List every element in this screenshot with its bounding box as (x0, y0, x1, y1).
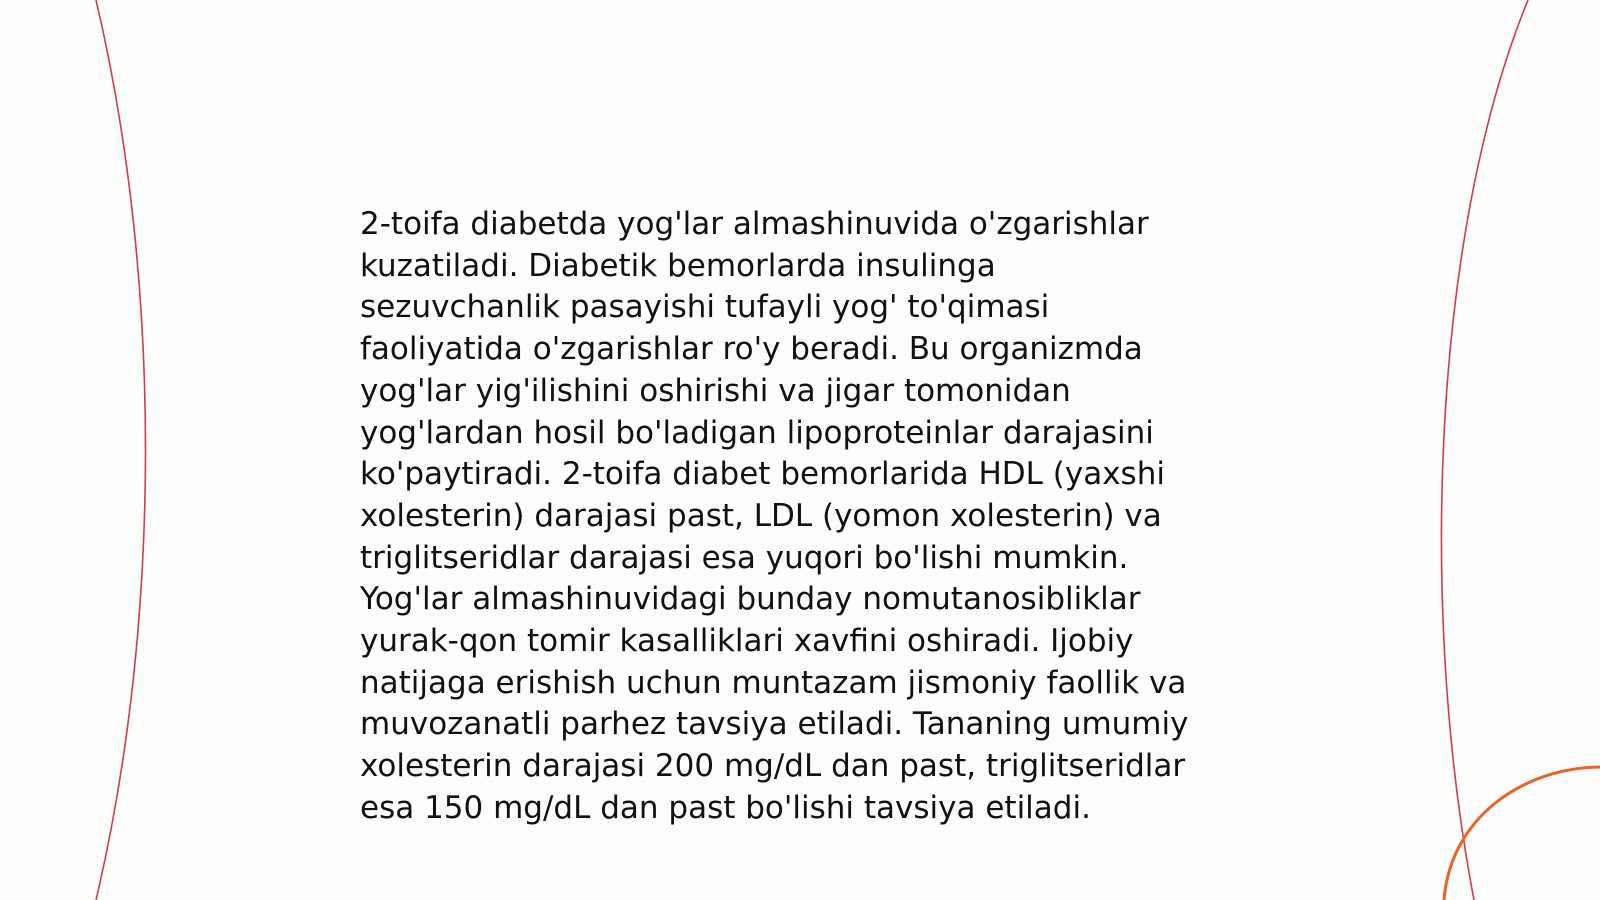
body-paragraph: 2-toifa diabetda yog'lar almashinuvida o'zgarishlar kuzatiladi. Diabetik bemorlarda insulinga sezuvchanlik pasayishi tufayli yog' to'qimasi faoliyatida o'zgarishlar ro'y beradi. Bu organizmda yog'lar yig'ilishini oshirishi va jigar tomonidan yog'lardan hosil bo'ladigan lipoproteinlar darajasini ko'paytiradi. 2-toifa diabet bemorlarida HDL (yaxshi xolesterin) darajasi past, LDL (yomon xolesterin) va triglitseridlar darajasi esa yuqori bo'lishi mumkin. Yog'lar almashinuvidagi bunday nomutanosibliklar yurak-qon tomir kasalliklari xavfini oshiradi. Ijobiy natijaga erishish uchun muntazam jismoniy faollik va muvozanatli parhez tavsiya etiladi. Tananing umumiy xolesterin darajasi 200 mg/dL dan past, triglitseridlar esa 150 mg/dL dan past bo'lishi tavsiya etiladi. (360, 206, 1189, 826)
left-curve-line (96, 0, 146, 900)
right-curve-line (1441, 0, 1528, 900)
orange-arc (1444, 767, 1600, 900)
